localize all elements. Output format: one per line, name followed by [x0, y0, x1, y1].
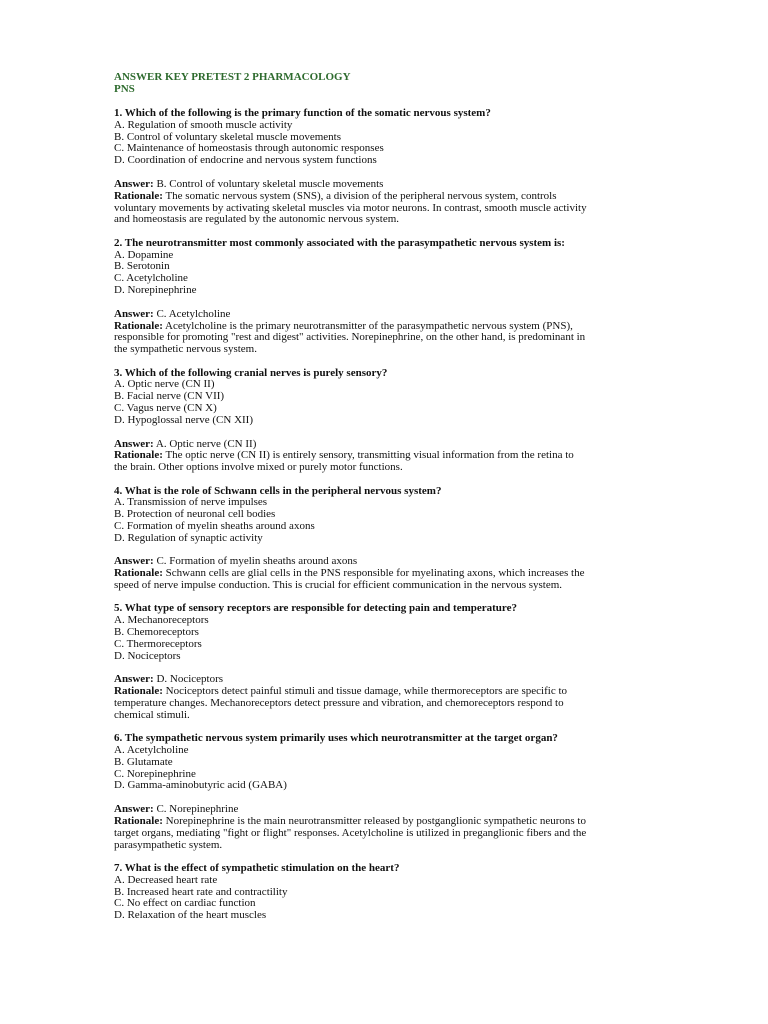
document-title — [114, 71, 654, 95]
answer-value: D. Nociceptors — [156, 673, 224, 686]
question-block — [114, 108, 654, 226]
answer-option: A. Optic nerve (CN II) — [114, 378, 215, 391]
answer-value: A. Optic nerve (CN II) — [155, 437, 257, 450]
answer-option: D. Gamma-aminobutyric acid (GABA) — [114, 779, 287, 792]
rationale-text: and homeostasis are regulated by the autonomic nervous system. — [114, 213, 400, 226]
answer-option: C. No effect on cardiac function — [114, 897, 256, 910]
answer-value: C. Acetylcholine — [156, 307, 231, 320]
answer-option: B. Serotonin — [114, 260, 170, 273]
question-block — [114, 603, 654, 721]
answer-section — [114, 804, 654, 851]
question-block — [114, 368, 654, 474]
rationale-text: Nociceptors detect painful stimuli and tissue damage, while thermoreceptors are specific to — [165, 685, 568, 698]
rationale-label: Rationale: — [114, 567, 163, 580]
rationale-text: temperature changes. Mechanoreceptors detect pressure and vibration, and chemoreceptors respond to — [114, 697, 564, 710]
answer-value: B. Control of voluntary skeletal muscle movements — [156, 177, 384, 190]
answer-option: A. Transmission of nerve impulses — [114, 496, 268, 509]
answer-option: C. Norepinephrine — [114, 767, 196, 780]
rationale-line — [114, 710, 654, 722]
question-block — [114, 863, 654, 922]
rationale-text: Schwann cells are glial cells in the PNS responsible for myelinating axons, which increases the — [165, 567, 585, 580]
rationale-label: Rationale: — [114, 815, 163, 828]
answer-option: B. Facial nerve (CN VII) — [114, 390, 225, 403]
rationale-text: the brain. Other options involve mixed or purely motor functions. — [114, 461, 403, 474]
answer-label: Answer: — [114, 307, 154, 320]
questions-list — [114, 108, 654, 922]
answer-option: D. Hypoglossal nerve (CN XII) — [114, 413, 253, 426]
answer-value: C. Norepinephrine — [156, 803, 239, 816]
answer-section — [114, 309, 654, 356]
answer-value: C. Formation of myelin sheaths around axons — [156, 555, 358, 568]
question-block — [114, 733, 654, 851]
answer-option: A. Regulation of smooth muscle activity — [114, 118, 293, 131]
title-line-1: ANSWER KEY PRETEST 2 PHARMACOLOGY — [114, 71, 351, 83]
answer-label: Answer: — [114, 437, 154, 450]
answer-section — [114, 674, 654, 721]
rationale-line — [114, 840, 654, 852]
rationale-text: target organs, mediating "fight or flight" responses. Acetylcholine is utilized in preganglionic fibers and the — [114, 826, 587, 839]
question-text: 4. What is the role of Schwann cells in the peripheral nervous system? — [114, 484, 442, 497]
answer-option: C. Maintenance of homeostasis through autonomic responses — [114, 142, 384, 155]
answer-option: C. Acetylcholine — [114, 272, 188, 285]
title-line-2: PNS — [114, 83, 135, 95]
rationale-text: responsible for promoting "rest and digest" activities. Norepinephrine, on the other hand, is predominant in — [114, 331, 586, 344]
answer-option: A. Dopamine — [114, 248, 174, 261]
answer-section — [114, 179, 654, 226]
rationale-text: Acetylcholine is the primary neurotransmitter of the parasympathetic nervous system (PNS), — [165, 319, 573, 332]
question-text: 3. Which of the following cranial nerves is purely sensory? — [114, 366, 388, 379]
answer-option: A. Acetylcholine — [114, 744, 189, 757]
answer-section — [114, 439, 654, 474]
answer-option: A. Mechanoreceptors — [114, 614, 209, 627]
answer-option: D. Coordination of endocrine and nervous system functions — [114, 154, 377, 167]
answer-option: C. Vagus nerve (CN X) — [114, 401, 217, 414]
answer-option: B. Increased heart rate and contractility — [114, 885, 288, 898]
rationale-text: The somatic nervous system (SNS), a division of the peripheral nervous system, controls — [165, 189, 557, 202]
question-text: 1. Which of the following is the primary function of the somatic nervous system? — [114, 107, 491, 119]
rationale-text: Norepinephrine is the main neurotransmitter released by postganglionic sympathetic neurons to — [165, 815, 586, 828]
question-block — [114, 238, 654, 356]
rationale-text: the sympathetic nervous system. — [114, 343, 257, 356]
answer-option: D. Regulation of synaptic activity — [114, 531, 263, 544]
rationale-line — [114, 344, 654, 356]
document-page — [114, 71, 654, 922]
question-text: 5. What type of sensory receptors are responsible for detecting pain and temperature? — [114, 602, 517, 615]
answer-option: B. Control of voluntary skeletal muscle movements — [114, 130, 341, 143]
rationale-label: Rationale: — [114, 189, 163, 202]
rationale-line — [114, 580, 654, 592]
answer-option: D. Nociceptors — [114, 649, 181, 662]
rationale-line — [114, 462, 654, 474]
rationale-text: The optic nerve (CN II) is entirely sensory, transmitting visual information from the retina to — [165, 449, 574, 462]
question-text: 7. What is the effect of sympathetic stimulation on the heart? — [114, 862, 400, 874]
answer-label: Answer: — [114, 673, 154, 686]
answer-option: D. Relaxation of the heart muscles — [114, 909, 267, 922]
answer-option: C. Formation of myelin sheaths around axons — [114, 519, 315, 532]
rationale-text: voluntary movements by activating skeletal muscles via motor neurons. In contrast, smooth muscle activity — [114, 201, 587, 214]
answer-option: A. Decreased heart rate — [114, 873, 218, 886]
question-text: 2. The neurotransmitter most commonly associated with the parasympathetic nervous system is: — [114, 236, 565, 249]
rationale-line — [114, 698, 654, 710]
answer-option: B. Chemoreceptors — [114, 626, 199, 639]
answer-label: Answer: — [114, 803, 154, 816]
answer-label: Answer: — [114, 555, 154, 568]
answer-option: B. Protection of neuronal cell bodies — [114, 508, 276, 521]
answer-label: Answer: — [114, 177, 154, 190]
rationale-label: Rationale: — [114, 449, 163, 462]
answer-option: C. Thermoreceptors — [114, 637, 202, 650]
question-block — [114, 486, 654, 592]
rationale-text: speed of nerve impulse conduction. This is crucial for efficient communication in the nervous system. — [114, 579, 563, 592]
rationale-label: Rationale: — [114, 319, 163, 332]
rationale-text: parasympathetic system. — [114, 838, 223, 851]
rationale-text: chemical stimuli. — [114, 708, 190, 721]
answer-option: B. Glutamate — [114, 755, 173, 768]
answer-option: D. Norepinephrine — [114, 283, 197, 296]
answer-section — [114, 556, 654, 591]
question-text: 6. The sympathetic nervous system primarily uses which neurotransmitter at the target organ? — [114, 732, 558, 745]
rationale-label: Rationale: — [114, 685, 163, 698]
rationale-line — [114, 214, 654, 226]
